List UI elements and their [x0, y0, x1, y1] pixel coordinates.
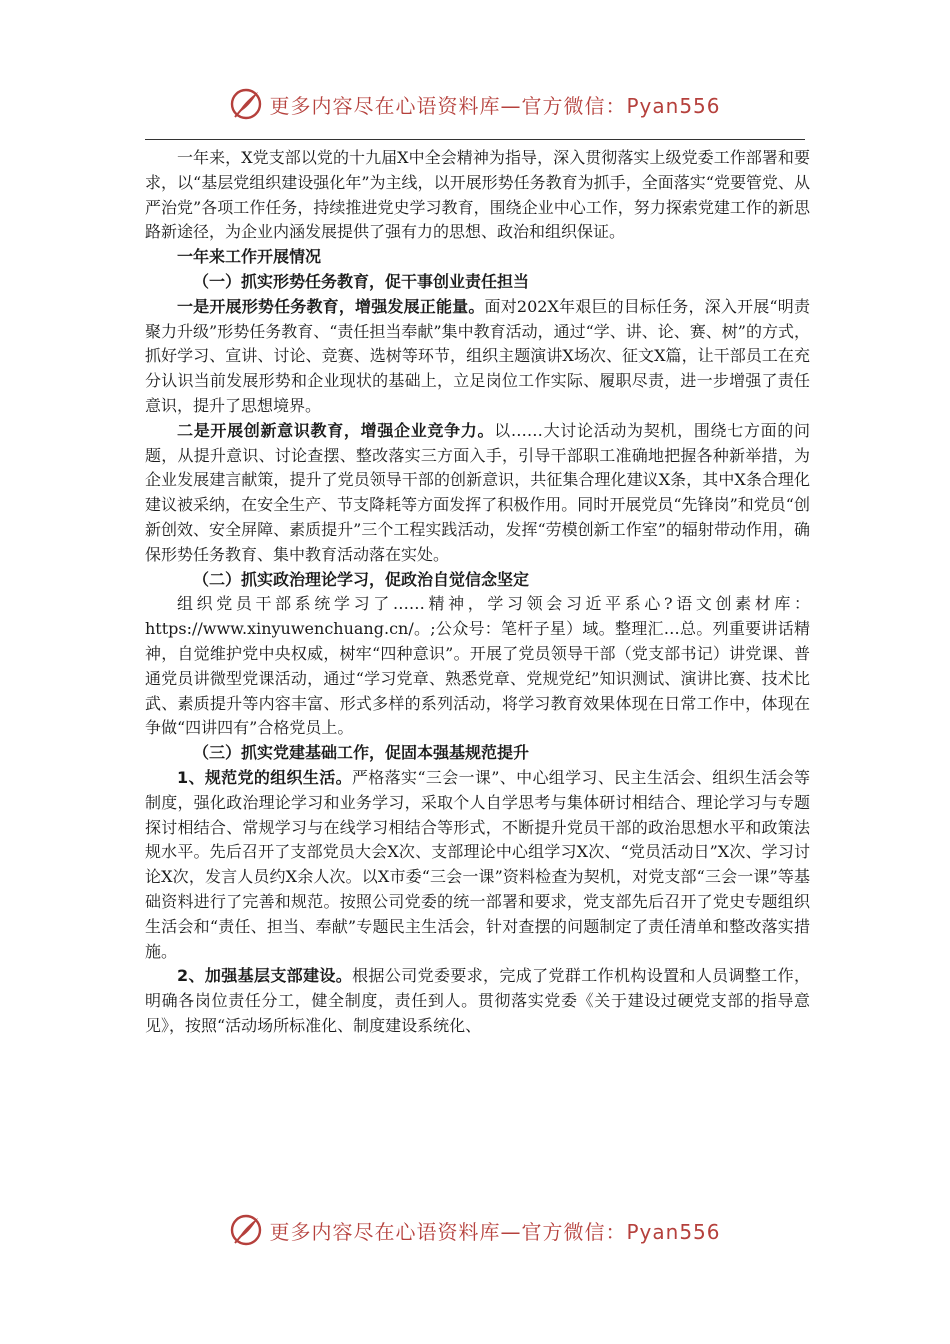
paragraph-lead: 一是开展形势任务教育，增强发展正能量。 [177, 296, 485, 316]
banner-text: 更多内容尽在心语资料库—官方微信：Pyan556 [269, 93, 721, 118]
subsection-title-1: （一）抓实形势任务教育，促干事创业责任担当 [193, 271, 530, 291]
document-body [145, 146, 810, 1039]
wechat-id: Pyan556 [626, 1219, 721, 1244]
section-heading: 一年来工作开展情况 [177, 247, 322, 267]
paragraph-3-2: 2、加强基层支部建设。根据公司党委要求，完成了党群工作机构设置和人员调整工作，明确各岗位责任分工，健全制度，责任到人。贯彻落实党委《关于建设过硬党支部的指导意见》，按照“活动场所标准化、制度建设系统化、 [145, 966, 810, 1035]
wechat-id: Pyan556 [626, 93, 721, 118]
paragraph-1-2: 二是开展创新意识教育，增强企业竞争力。以……大讨论活动为契机，围绕七方面的问题，从提升意识、讨论查摆、整改落实三方面入手，引导干部职工准确地把握各种新举措，为企业发展建言献策，提升了党员领导干部的创新意识，共征集合理化建议X条，其中X条合理化建议被采纳，在安全生产、节支降耗等方面发挥了积极作用。同时开展党员“先锋岗”和党员“创新创效、安全屏障、素质提升”三个工程实践活动，发挥“劳模创新工作室”的辐射带动作用，确保形势任务教育、集中教育活动落在实处。 [145, 420, 810, 564]
header-divider [145, 139, 805, 140]
footer-banner [0, 1206, 950, 1254]
subsection-title-3: （三）抓实党建基础工作，促固本强基规范提升 [193, 743, 530, 763]
paragraph-lead: 二是开展创新意识教育，增强企业竞争力。 [177, 420, 495, 440]
paragraph-3-1: 1、规范党的组织生活。严格落实“三会一课”、中心组学习、民主生活会、组织生活会等制度，强化政治理论学习和业务学习，采取个人自学思考与集体研讨相结合、理论学习与专题探讨相结合、常规学习与在线学习相结合等形式，不断提升党员干部的政治思想水平和政策法规水平。先后召开了支部党员大会X次、支部理论中心组学习X次、“党员活动日”X次、学习讨论X次，发言人员约X余人次。以X市委“三会一课”资料检查为契机，对党支部“三会一课”等基础资料进行了完善和规范。按照公司党委的统一部署和要求，党支部先后召开了党史专题组织生活会和“责任、担当、奉献”专题民主生活会，针对查摆的问题制定了责任清单和整改落实措施。 [145, 767, 810, 961]
paragraph-2: 组织党员干部系统学习了……精神，学习领会习近平系心?语文创素材库：https://www.xinyuwenchuang.cn/。;公众号：笔杆子星）域。整理汇…总。列重要讲话精神，自觉维护党中央权威，树牢“四种意识”。开展了党员领导干部（党支部书记）讲党课、普通党员讲微型党课活动，通过“学习党章、熟悉党章、党规党纪”知识测试、演讲比赛、技术比武、素质提升等内容丰富、形式多样的系列活动，将学习教育效果体现在日常工作中，体现在争做“四讲四有”合格党员上。 [145, 594, 810, 738]
paragraph-1-1: 一是开展形势任务教育，增强发展正能量。面对202X年艰巨的目标任务，深入开展“明责聚力升级”形势任务教育、“责任担当奉献”集中教育活动，通过“学、讲、论、赛、树”的方式，抓好学习、宣讲、讨论、竞赛、选树等环节，组织主题演讲X场次、征文X篇，让干部员工在充分认识当前发展形势和企业现状的基础上，立足岗位工作实际、履职尽责，进一步增强了责任意识，提升了思想境界。 [145, 296, 810, 415]
subsection-title-2: （二）抓实政治理论学习，促政治自觉信念坚定 [193, 569, 530, 589]
quill-logo-icon [229, 87, 263, 121]
paragraph-lead: 1、规范党的组织生活。 [177, 767, 352, 787]
header-banner [0, 80, 950, 128]
intro-paragraph: 一年来，X党支部以党的十九届X中全会精神为指导，深入贯彻落实上级党委工作部署和要求，以“基层党组织建设强化年”为主线，以开展形势任务教育为抓手，全面落实“党要管党、从严治党”各项工作任务，持续推进党史学习教育，围绕企业中心工作，努力探索党建工作的新思路新途径，为企业内涵发展提供了强有力的思想、政治和组织保证。 [145, 148, 810, 242]
banner-text: 更多内容尽在心语资料库—官方微信：Pyan556 [269, 1219, 721, 1244]
paragraph-lead: 2、加强基层支部建设。 [177, 966, 353, 986]
quill-logo-icon [229, 1213, 263, 1247]
